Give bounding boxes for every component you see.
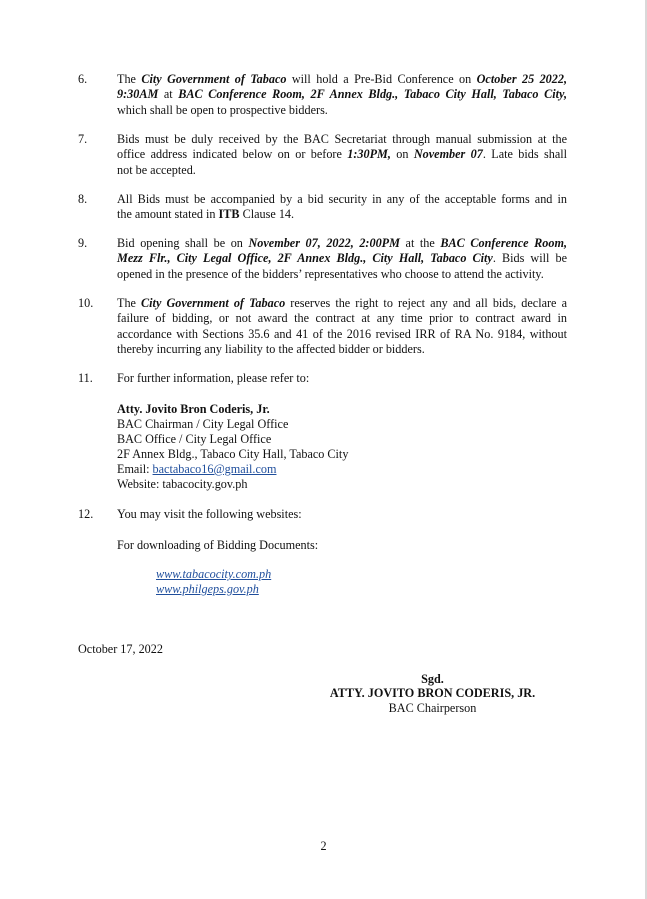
text-run: thereby incurring any liability to the affected bidder or bidders. [117, 341, 425, 356]
text-run: will hold a Pre-Bid Conference on [286, 72, 477, 86]
text-run: opened in the presence of the bidders’ representatives who choose to attend the activity. [117, 266, 544, 281]
clause-text [117, 236, 567, 282]
text-run: at the [399, 236, 441, 250]
clause-text [117, 192, 567, 223]
clause-line [117, 311, 567, 326]
text-run: The [117, 72, 142, 86]
text-run: Mezz Flr., City Legal Office, 2F Annex Bldg., City Hall, Tabaco City [117, 251, 493, 266]
signatory-title: BAC Chairperson [388, 701, 477, 715]
text-run: All Bids must be accompanied by a bid security in any of the acceptable forms and in [117, 192, 567, 206]
clause-number: 10. [78, 296, 94, 310]
clause-text [117, 72, 567, 118]
clause-line [117, 87, 567, 102]
clause-number: 11. [78, 371, 93, 385]
clause-line [117, 132, 567, 147]
text-run: Bid opening shall be on [117, 236, 249, 250]
clause-line [117, 163, 567, 178]
clause-line [117, 267, 567, 282]
document-date: October 17, 2022 [78, 642, 163, 656]
signatory-name: ATTY. JOVITO BRON CODERIS, JR. [329, 686, 536, 700]
text-run: . Bids will be [492, 251, 567, 266]
clause-line [117, 192, 567, 207]
contact-title: BAC Chairman / City Legal Office [117, 417, 289, 431]
clause-text: For further information, please refer to: [117, 371, 310, 385]
clause-text [117, 132, 567, 178]
clause-line [117, 207, 567, 222]
clause-number: 9. [78, 236, 88, 250]
text-run: City Government of Tabaco [141, 296, 286, 310]
clause-text: You may visit the following websites: [117, 507, 302, 521]
text-run: which shall be open to prospective bidders. [117, 102, 328, 117]
contact-name: Atty. Jovito Bron Coderis, Jr. [117, 402, 270, 416]
email-link[interactable]: bactabaco16@gmail.com [152, 462, 277, 476]
text-run: the amount stated in [117, 207, 219, 222]
text-run: Clause 14. [239, 207, 295, 222]
text-run: October 25 2022, [476, 72, 567, 86]
clause-line [117, 103, 567, 118]
downloads-label: For downloading of Bidding Documents: [117, 538, 319, 552]
clause-line [117, 251, 567, 266]
clause-line [117, 147, 567, 162]
clause-number: 8. [78, 192, 88, 206]
text-run: at [158, 87, 179, 102]
text-run: accordance with Sections 35.6 and 41 of the 2016 revised IRR of RA No. 9184, without [117, 326, 567, 341]
clause-line [117, 342, 567, 357]
text-run: 9:30AM [117, 87, 159, 102]
clause-line [117, 296, 567, 311]
text-run: Bids must be duly received by the BAC Secretariat through manual submission at the [117, 132, 567, 146]
contact-email [117, 462, 276, 477]
text-run: The [117, 296, 142, 310]
text-run: ITB [218, 207, 240, 222]
clause-number: 12. [78, 507, 94, 521]
clause-number: 6. [78, 72, 88, 86]
page-number: 2 [320, 839, 327, 853]
email-label: Email: [117, 462, 153, 476]
text-run: 1:30PM, [347, 147, 391, 162]
text-run: November 07 [413, 147, 483, 162]
clause-line [117, 327, 567, 342]
clause-line [117, 236, 567, 251]
text-run: not be accepted. [117, 162, 196, 177]
contact-address: 2F Annex Bldg., Tabaco City Hall, Tabaco City [117, 447, 349, 461]
contact-website: Website: tabacocity.gov.ph [117, 477, 248, 491]
website-link[interactable]: www.tabacocity.com.ph [156, 567, 272, 581]
text-run: on [390, 147, 414, 162]
text-run: reserves the right to reject any and all bids, declare a [285, 296, 567, 310]
clause-number: 7. [78, 132, 88, 146]
text-run: BAC Conference Room, 2F Annex Bldg., Tabaco City Hall, Tabaco City, [178, 87, 568, 102]
text-run: BAC Conference Room, [440, 236, 568, 250]
text-run: City Government of Tabaco [141, 72, 287, 86]
text-run: . Late bids shall [482, 147, 567, 162]
contact-office: BAC Office / City Legal Office [117, 432, 272, 446]
text-run: November 07, 2022, 2:00PM [248, 236, 400, 250]
website-link[interactable]: www.philgeps.gov.ph [156, 582, 259, 596]
signed-mark: Sgd. [421, 672, 444, 686]
clause-line [117, 72, 567, 87]
clause-text [117, 296, 567, 357]
text-run: failure of bidding, or not award the contract at any time prior to contract award in [117, 311, 567, 326]
text-run: office address indicated below on or before [117, 147, 348, 162]
